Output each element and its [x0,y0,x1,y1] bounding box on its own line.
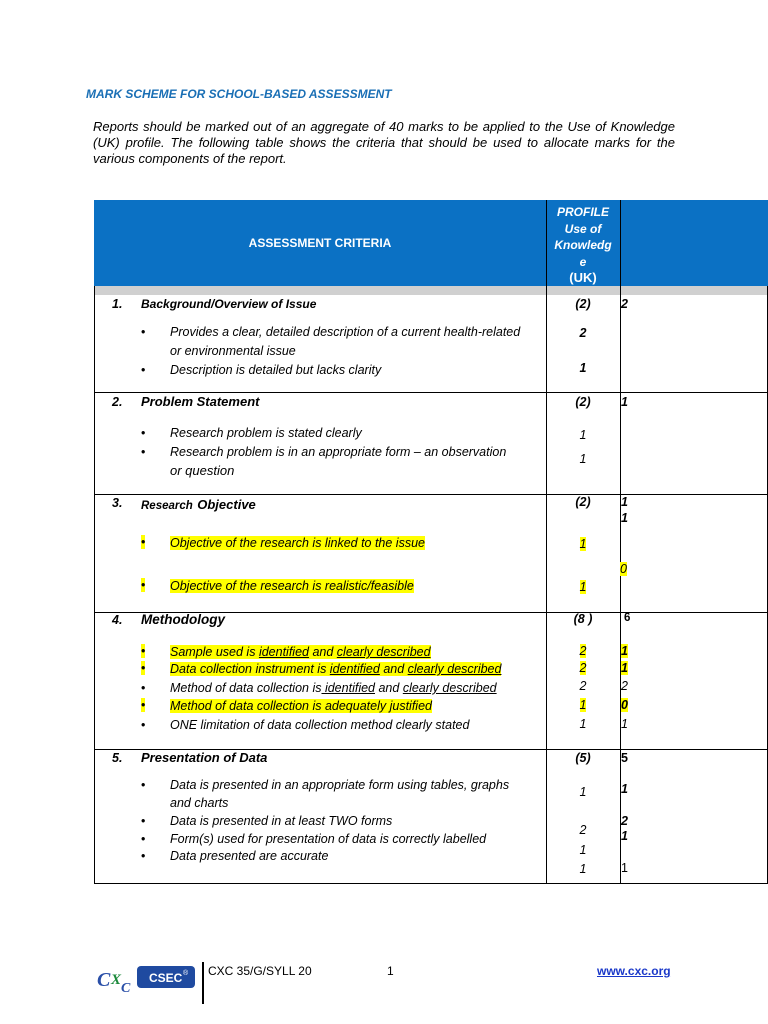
section-title: Background/Overview of Issue [141,297,317,311]
svg-text:®: ® [183,970,189,977]
row-divider [94,883,768,884]
intro-paragraph: Reports should be marked out of an aggregate of 40 marks to be applied to the Use of Knowledge (UK) profile. The following table shows the criteria that should be used to allocate marks for the various components of the report. [93,119,675,166]
svg-text:CSEC: CSEC [149,971,183,985]
website-link[interactable]: www.cxc.org [597,964,671,978]
page-number: 1 [387,964,394,978]
table-border [94,295,95,884]
section-title: Problem Statement [141,394,260,409]
header-divider [94,286,768,295]
row-divider [94,494,768,495]
table-header [94,200,768,286]
section-title: Research Objective [141,497,256,512]
header-criteria: ASSESSMENT CRITERIA [248,236,392,250]
svg-text:C: C [121,981,131,996]
section-title: Methodology [141,612,225,627]
cxc-logo [97,962,197,998]
row-divider [94,392,768,393]
svg-text:X: X [111,972,122,988]
section-title: Presentation of Data [141,750,268,765]
footer-divider [202,962,204,1004]
svg-text:C: C [97,969,111,991]
doc-title: MARK SCHEME FOR SCHOOL-BASED ASSESSMENT [86,87,392,101]
header-profile: PROFILE Use of Knowledg e (UK) [554,205,612,285]
assessment-table: ASSESSMENT CRITERIA PROFILE Use of Knowledg e (UK) 1. Background/Overview of Issue (2) 2 • Provides a clear, detailed description of a current health-related or environmental issue 2 • Description is detailed but lacks clarity 1 2. Problem Statement (2) 1 • Research problem is stated clearly 1 • Research problem is in an appropriate form – an observation or question 1 3. Research Objective (2) 1 1 • Objective of the research is linked to the issue 1 0 • Objective of the research is realistic/feasible 1 4. Methodology (8 ) 6 • Sample used is identified and clearly described 2 1 • Data collection instrument is identified and clearly described 2 1 • Method of data collection is identified and clearly described 2 2 • Method of data collection is adequately justified 1 0 • ONE limitation of data collection method clearly stated 1 1 5. Presentation of Data (5) 5 • Data is presented in an appropriate form using tables, graphs and charts 1 1 • Data is presented in at least TWO forms 2 2 • Form(s) used for presentation of data is correctly labelled 1 1 • Data presented are accurate 1 1 [94,200,768,884]
syllabus-code: CXC 35/G/SYLL 20 [208,964,312,978]
